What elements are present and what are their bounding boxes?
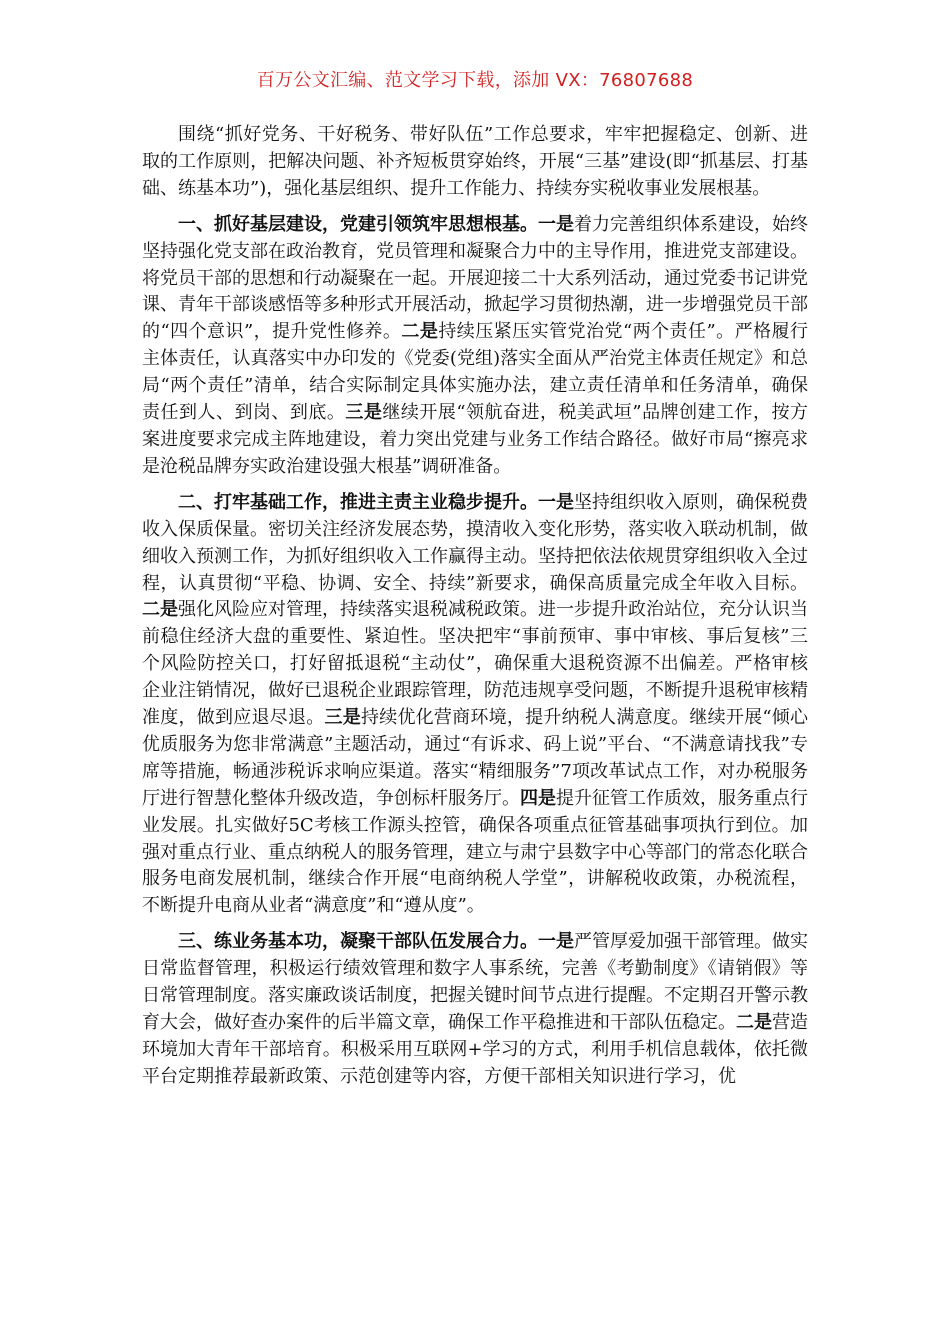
body-text: 提升征管工作质效，服务重点行业发展。扎实做好5C考核工作源头控管，确保各项重点征管基础事项执行到位。加强对重点行业、重点纳税人的服务管理，建立与肃宁县数字中心等部门的常态化联合服务电商发展机制，继续合作开展“电商纳税人学堂”，讲解税收政策，办税流程，不断提升电商从业者“满意度”和“遵从度”。: [142, 787, 808, 917]
paragraph-1: [142, 122, 808, 203]
body-text: 继续开展“领航奋进，税美武垣”品牌创建工作，按方案进度要求完成主阵地建设，着力突出党建与业务工作结合路径。做好市局“擦亮求是沧税品牌夯实政治建设强大根基”调研准备。: [142, 402, 809, 477]
bold-heading-text: 四是: [520, 787, 556, 809]
bold-heading-text: 二、打牢基础工作，推进主责主业稳步提升。一是: [178, 491, 574, 513]
bold-heading-text: 二是: [736, 1012, 772, 1033]
body-text: 围绕“抓好党务、干好税务、带好队伍”工作总要求，牢牢把握稳定、创新、进取的工作原则，把解决问题、补齐短板贯穿始终，开展“三基”建设(即“抓基层、打基础、练基本功”)，强化基层组织、提升工作能力、持续夯实税收事业发展根基。: [142, 124, 808, 199]
document-body: [142, 122, 808, 1091]
bold-heading-text: 二是: [401, 321, 439, 343]
body-text: 强化风险应对管理，持续落实退税减税政策。进一步提升政治站位，充分认识当前稳住经济大盘的重要性、紧迫性。坚决把牢“事前预审、事中审核、事后复核”三个风险防控关口，打好留抵退税“主动仗”，确保重大退税资源不出偏差。严格审核企业注销情况，做好已退税企业跟踪管理，防范违规享受问题，不断提升退税审核精准度，做到应退尽退。: [142, 599, 808, 729]
body-text: 持续优化营商环境，提升纳税人满意度。继续开展“倾心优质服务为您非常满意”主题活动，通过“有诉求、码上说”平台、“不满意请找我”专席等措施，畅通涉税诉求响应渠道。落实“精细服务”7项改革试点工作，对办税服务厅进行智慧化整体升级改造，争创标杆服务厅。: [142, 707, 809, 809]
bold-heading-text: 三是: [345, 402, 383, 424]
body-text: 坚持组织收入原则，确保税费收入保质保量。密切关注经济发展态势，摸清收入变化形势，落实收入联动机制，做细收入预测工作，为抓好组织收入工作赢得主动。坚持把依法依规贯穿组织收入全过程，认真贯彻“平稳、协调、安全、持续”新要求，确保高质量完成全年收入目标。: [142, 491, 808, 594]
bold-heading-text: 二是: [142, 599, 178, 621]
paragraph-4: [142, 929, 808, 1090]
paragraph-2: [142, 212, 808, 481]
body-text: 持续压紧压实管党治党“两个责任”。严格履行主体责任，认真落实中办印发的《党委(党组)落实全面从严治党主体责任规定》和总局“两个责任”清单，结合实际制定具体实施办法，建立责任清单和任务清单，确保责任到人、到岗、到底。: [142, 321, 809, 424]
body-text: 着力完善组织体系建设，始终坚持强化党支部在政治教育，党员管理和凝聚合力中的主导作用，推进党支部建设。将党员干部的思想和行动凝聚在一起。开展迎接二十大系列活动，通过党委书记讲党课、青年干部谈感悟等多种形式开展活动，掀起学习贯彻热潮，进一步增强党员干部的“四个意识”，提升党性修养。: [142, 213, 808, 343]
body-text: 严管厚爱加强干部管理。做实日常监督管理，积极运行绩效管理和数字人事系统，完善《考勤制度》《请销假》等日常管理制度。落实廉政谈话制度，把握关键时间节点进行提醒。不定期召开警示教育大会，做好查办案件的后半篇文章，确保工作平稳推进和干部队伍稳定。: [142, 931, 808, 1033]
body-text: 营造环境加大青年干部培育。积极采用互联网+学习的方式，利用手机信息载体，依托微平台定期推荐最新政策、示范创建等内容，方便干部相关知识进行学习，优: [142, 1012, 808, 1087]
page-header-watermark: 百万公文汇编、范文学习下载，添加 VX：76807688: [256, 70, 694, 91]
bold-heading-text: 一、抓好基层建设，党建引领筑牢思想根基。一是: [178, 213, 574, 235]
bold-heading-text: 三是: [324, 707, 361, 729]
bold-heading-text: 三、练业务基本功，凝聚干部队伍发展合力。一是: [178, 931, 574, 953]
paragraph-3: [142, 490, 808, 921]
